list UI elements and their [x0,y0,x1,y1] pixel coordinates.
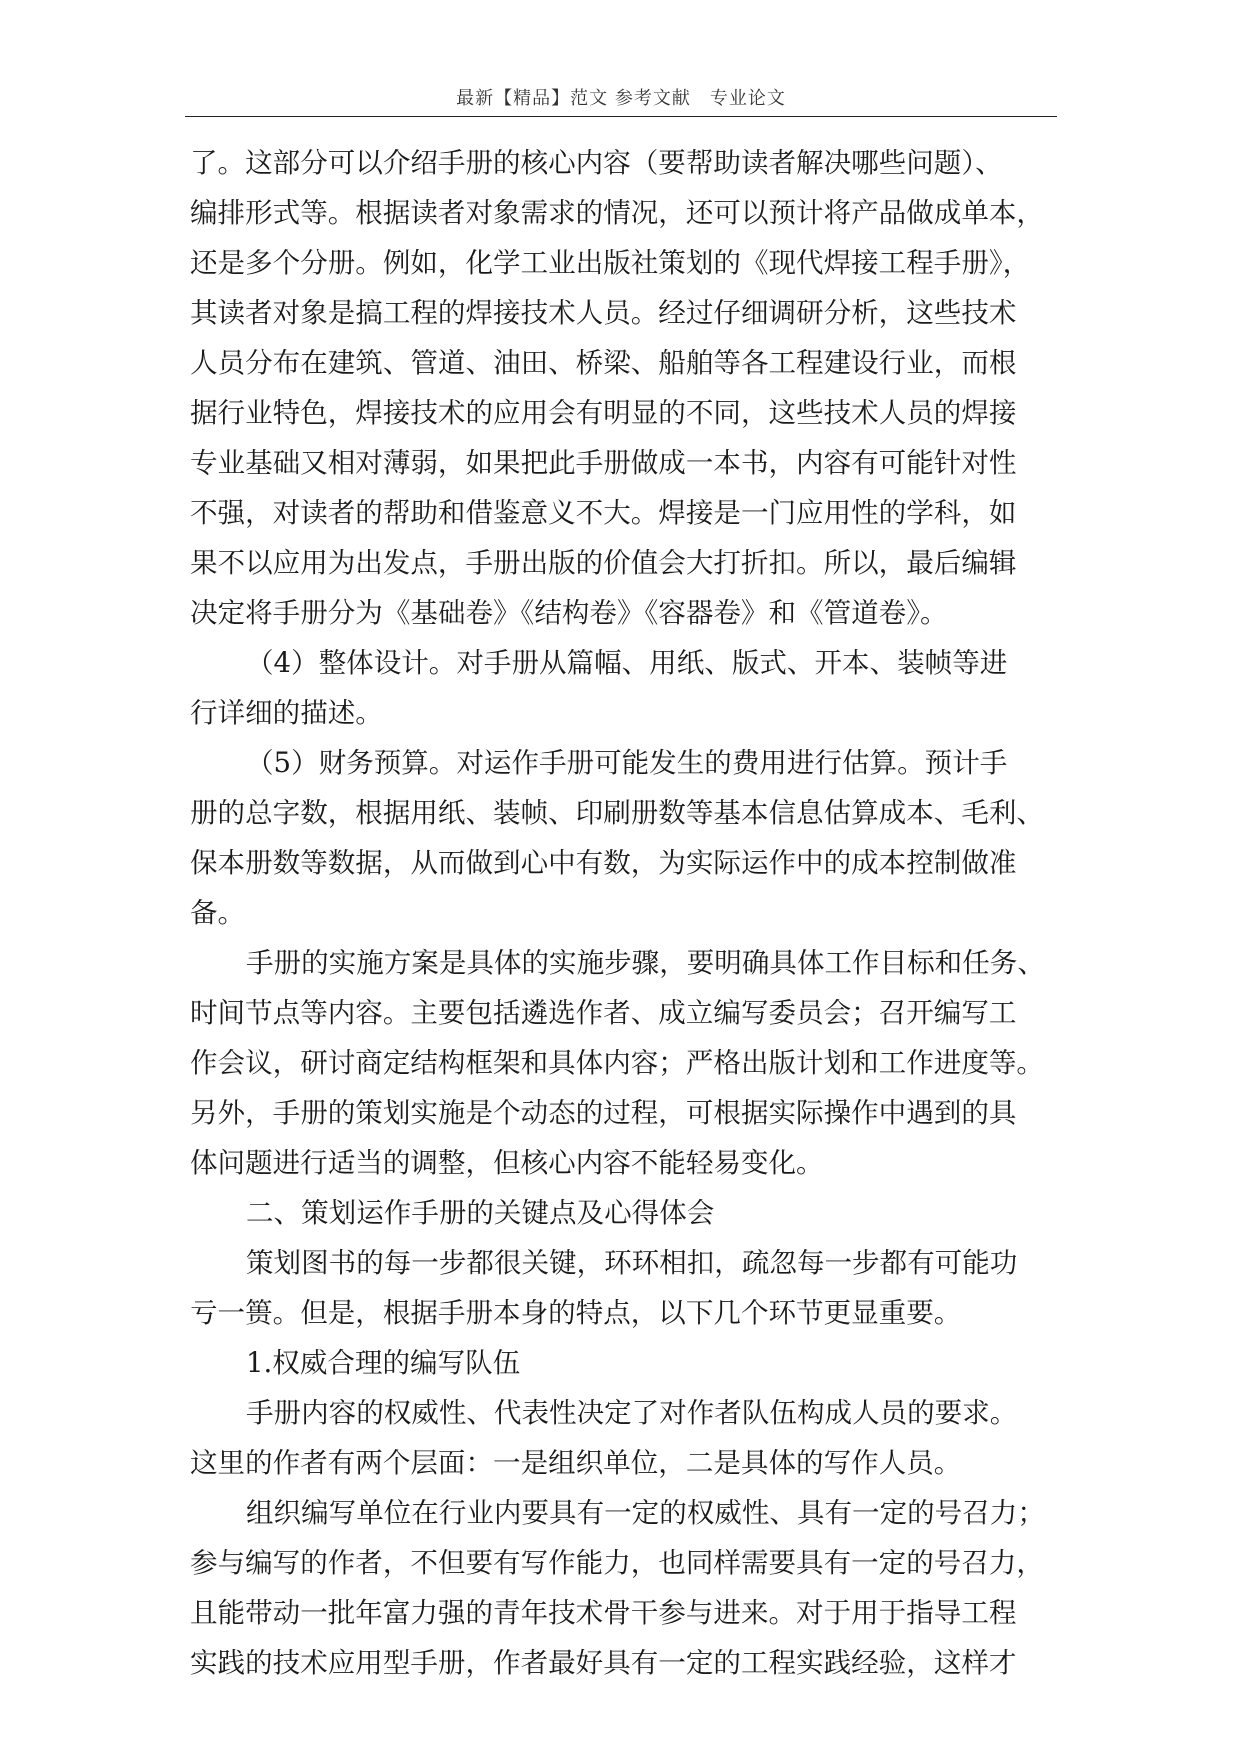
text-line: 编排形式等。根据读者对象需求的情况，还可以预计将产品做成单本， [190,197,1044,229]
header-divider [185,116,1057,117]
page-header: 最新【精品】范文 参考文献 专业论文 [456,88,786,109]
text-line: 保本册数等数据，从而做到心中有数，为实际运作中的成本控制做准 [190,847,1017,879]
text-line: 体问题进行适当的调整，但核心内容不能轻易变化。 [190,1147,824,1179]
text-line: 还是多个分册。例如，化学工业出版社策划的《现代焊接工程手册》， [190,247,1031,279]
text-line: 决定将手册分为《基础卷》《结构卷》《容器卷》和《管道卷》。 [190,597,948,629]
text-line: 果不以应用为出发点，手册出版的价值会大打折扣。所以，最后编辑 [190,547,1017,579]
text-line: （5）财务预算。对运作手册可能发生的费用进行估算。预计手 [246,747,1008,779]
text-line: （4）整体设计。对手册从篇幅、用纸、版式、开本、装帧等进 [246,647,1008,679]
text-line: 这里的作者有两个层面：一是组织单位，二是具体的写作人员。 [190,1447,962,1479]
text-line: 手册内容的权威性、代表性决定了对作者队伍构成人员的要求。 [246,1397,1018,1429]
text-line: 其读者对象是搞工程的焊接技术人员。经过仔细调研分析，这些技术 [190,297,1017,329]
text-line: 册的总字数，根据用纸、装帧、印刷册数等基本信息估算成本、毛利、 [190,797,1044,829]
text-line: 人员分布在建筑、管道、油田、桥梁、船舶等各工程建设行业，而根 [190,347,1017,379]
text-line: 据行业特色，焊接技术的应用会有明显的不同，这些技术人员的焊接 [190,397,1017,429]
text-line: 参与编写的作者，不但要有写作能力，也同样需要具有一定的号召力， [190,1547,1044,1579]
text-line: 二、策划运作手册的关键点及心得体会 [246,1197,715,1229]
text-line: 了。这部分可以介绍手册的核心内容（要帮助读者解决哪些问题）、 [190,147,1003,179]
text-line: 亏一篑。但是，根据手册本身的特点，以下几个环节更显重要。 [190,1297,962,1329]
text-line: 策划图书的每一步都很关键，环环相扣，疏忽每一步都有可能功 [246,1247,1018,1279]
text-line: 专业基础又相对薄弱，如果把此手册做成一本书，内容有可能针对性 [190,447,1017,479]
text-line: 1.权威合理的编写队伍 [246,1347,521,1379]
text-line: 不强，对读者的帮助和借鉴意义不大。焊接是一门应用性的学科，如 [190,497,1017,529]
text-line: 作会议，研讨商定结构框架和具体内容；严格出版计划和工作进度等。 [190,1047,1044,1079]
text-line: 备。 [190,897,246,929]
text-line: 手册的实施方案是具体的实施步骤，要明确具体工作目标和任务、 [246,947,1045,979]
text-line: 另外，手册的策划实施是个动态的过程，可根据实际操作中遇到的具 [190,1097,1017,1129]
text-line: 且能带动一批年富力强的青年技术骨干参与进来。对于用于指导工程 [190,1597,1017,1629]
text-line: 组织编写单位在行业内要具有一定的权威性、具有一定的号召力； [246,1497,1045,1529]
text-line: 行详细的描述。 [190,697,383,729]
text-line: 实践的技术应用型手册，作者最好具有一定的工程实践经验，这样才 [190,1647,1017,1679]
text-line: 时间节点等内容。主要包括遴选作者、成立编写委员会；召开编写工 [190,997,1017,1029]
document-body [190,138,1070,1688]
